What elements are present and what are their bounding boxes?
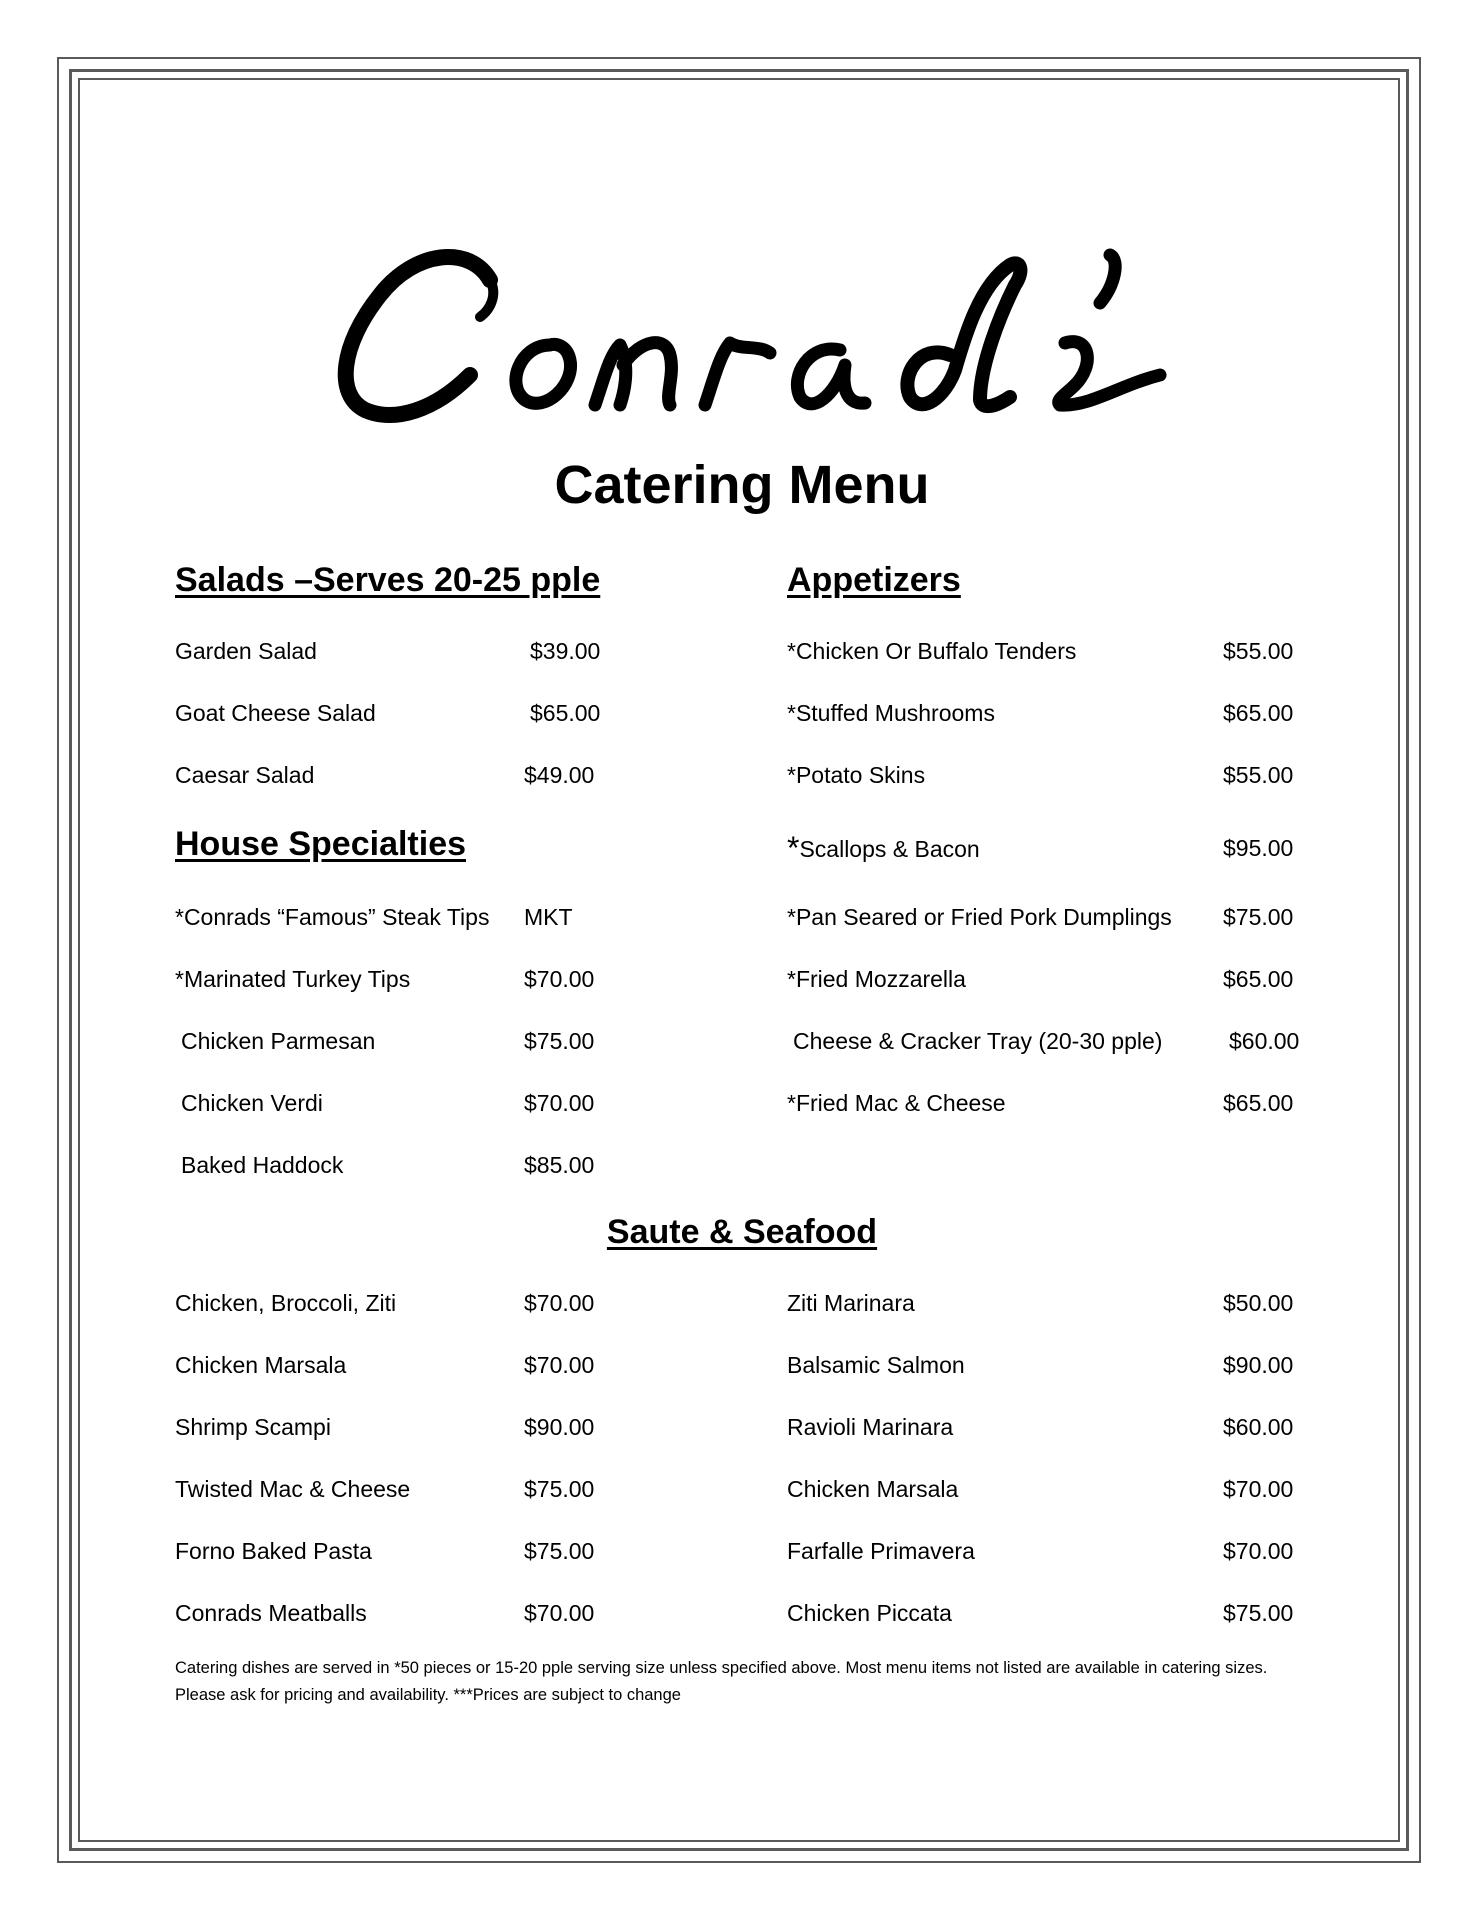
house-item-price: MKT [524,904,573,930]
appetizer-item-name: Cheese & Cracker Tray (20-30 pple) [793,1028,1163,1054]
salad-item-name: Garden Salad [175,638,317,664]
appetizer-item-name [787,830,980,866]
house-item-name: Chicken Verdi [181,1090,323,1116]
catering-footnote: Catering dishes are served in *50 pieces or 15-20 pple serving size unless specified above. Most menu items not listed are available in catering sizes. Please ask for pricing and availability. ***Prices are subject to change [175,1659,1268,1704]
seafood-item-price: $70.00 [1223,1476,1294,1502]
asterisk-mark: * [787,830,800,866]
page-title: Catering Menu [554,455,930,515]
appetizer-item-price: $65.00 [1223,1090,1294,1116]
appetizer-item-price: $55.00 [1223,762,1294,788]
house-item-price: $85.00 [524,1152,595,1178]
appetizer-item-name: *Stuffed Mushrooms [787,700,995,726]
house-item-name: Chicken Parmesan [181,1028,376,1054]
appetizer-item-name: *Potato Skins [787,762,926,788]
saute-item-price: $75.00 [524,1476,595,1502]
house-item-price: $70.00 [524,966,595,992]
saute-item-name: Shrimp Scampi [175,1414,331,1440]
seafood-item-price: $50.00 [1223,1290,1294,1316]
house-item-name: *Conrads “Famous” Steak Tips [175,904,490,930]
saute-item-name: Chicken, Broccoli, Ziti [175,1290,397,1316]
appetizer-item-price: $60.00 [1229,1028,1300,1054]
house-item-price: $75.00 [524,1028,595,1054]
salad-item-price: $65.00 [530,700,601,726]
salad-item-name: Goat Cheese Salad [175,700,376,726]
seafood-item-price: $75.00 [1223,1600,1294,1626]
saute-seafood-heading: Saute & Seafood [606,1213,878,1251]
seafood-item-price: $90.00 [1223,1352,1294,1378]
seafood-item-price: $60.00 [1223,1414,1294,1440]
conrads-logo [320,225,1200,440]
saute-item-price: $90.00 [524,1414,595,1440]
saute-item-price: $70.00 [524,1290,595,1316]
saute-item-price: $70.00 [524,1600,595,1626]
appetizer-item-name: *Fried Mac & Cheese [787,1090,1006,1116]
salads-heading: Salads –Serves 20-25 pple [175,561,601,599]
salad-item-name: Caesar Salad [175,762,315,788]
appetizer-item-price: $75.00 [1223,904,1294,930]
seafood-item-price: $70.00 [1223,1538,1294,1564]
appetizers-heading: Appetizers [787,561,961,599]
seafood-item-name: Farfalle Primavera [787,1538,975,1564]
saute-item-name: Conrads Meatballs [175,1600,367,1626]
appetizer-item-name: *Chicken Or Buffalo Tenders [787,638,1077,664]
saute-item-name: Twisted Mac & Cheese [175,1476,411,1502]
seafood-item-name: Chicken Marsala [787,1476,959,1502]
seafood-item-name: Balsamic Salmon [787,1352,965,1378]
seafood-item-name: Ziti Marinara [787,1290,915,1316]
appetizer-item-name: *Pan Seared or Fried Pork Dumplings [787,904,1172,930]
seafood-item-name: Chicken Piccata [787,1600,952,1626]
saute-item-name: Forno Baked Pasta [175,1538,372,1564]
appetizer-item-label: Scallops & Bacon [799,836,980,862]
salad-item-price: $49.00 [524,762,595,788]
seafood-item-name: Ravioli Marinara [787,1414,954,1440]
house-item-name: *Marinated Turkey Tips [175,966,411,992]
house-specialties-heading: House Specialties [175,825,467,863]
appetizer-item-name: *Fried Mozzarella [787,966,966,992]
appetizer-item-price: $55.00 [1223,638,1294,664]
appetizer-item-price: $65.00 [1223,966,1294,992]
house-item-name: Baked Haddock [181,1152,344,1178]
saute-item-price: $75.00 [524,1538,595,1564]
saute-item-name: Chicken Marsala [175,1352,347,1378]
appetizer-item-price: $65.00 [1223,700,1294,726]
salad-item-price: $39.00 [530,638,601,664]
saute-item-price: $70.00 [524,1352,595,1378]
house-item-price: $70.00 [524,1090,595,1116]
appetizer-item-price: $95.00 [1223,835,1294,861]
